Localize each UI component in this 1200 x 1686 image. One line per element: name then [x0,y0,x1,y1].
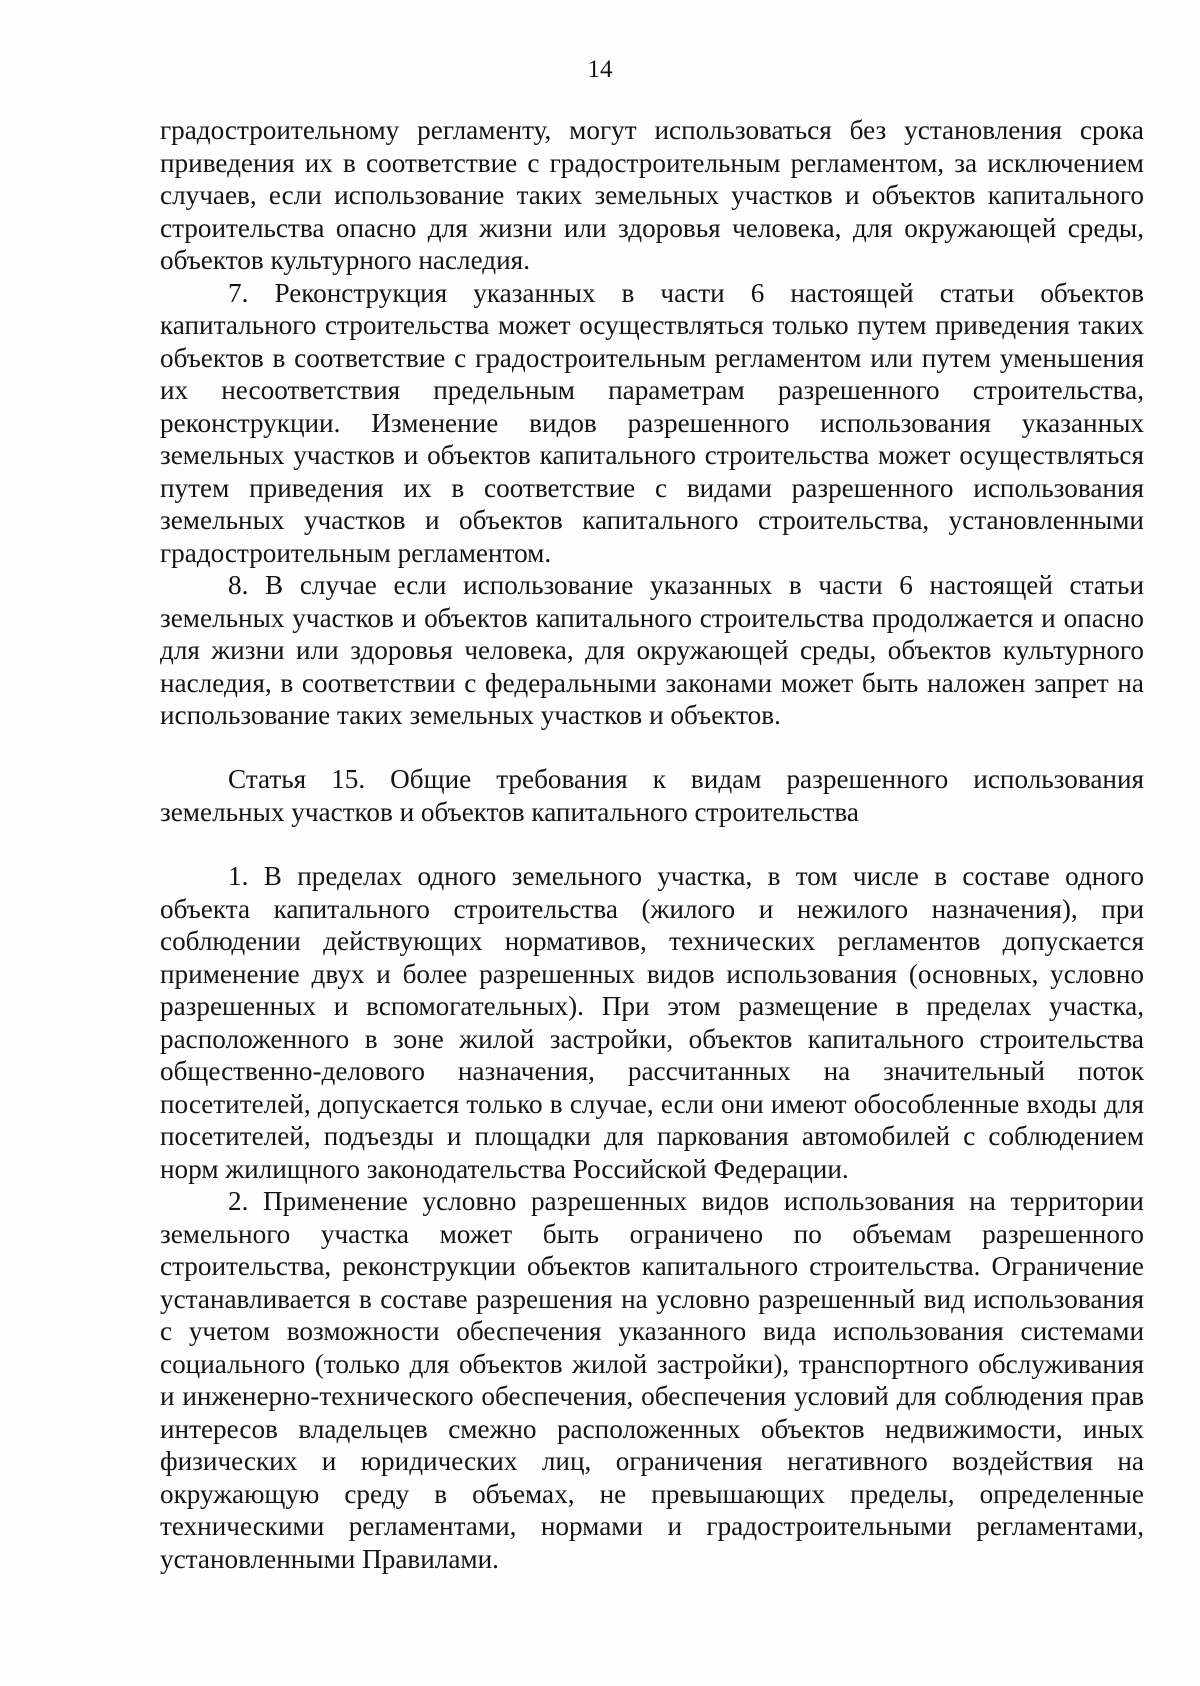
paragraph-article-item-1: 1. В пределах одного земельного участка, в том числе в составе одного объекта капитального строительства (жилого и нежилого назначения), при соблюдении действующих нормативов, технических регламентов допускается применение двух и более разрешенных видов использования (основных, условно разрешенных и вспомогательных). При этом размещение в пределах участка, расположенного в зоне жилой застройки, объектов капитального строительства общественно-делового назначения, рассчитанных на значительный поток посетителей, допускается только в случае, если они имеют обособленные входы для посетителей, подъезды и площадки для паркования автомобилей с соблюдением норм жилищного законодательства Российской Федерации. [160,861,1144,1184]
paragraph-article-item-2: 2. Применение условно разрешенных видов использования на территории земельного участка может быть ограничено по объемам разрешенного строительства, реконструкции объектов капитального строительства. Ограничение устанавливается в составе разрешения на условно разрешенный вид использования с учетом возможности обеспечения указанного вида использования системами социального (только для объектов жилой застройки), транспортного обслуживания и инженерно-технического обеспечения, обеспечения условий для соблюдения прав интересов владельцев смежно расположенных объектов недвижимости, иных физических и юридических лиц, ограничения негативного воздействия на окружающую среду в объемах, не превышающих пределы, определенные техническими регламентами, нормами и градостроительными регламентами, установленными Правилами. [160,1186,1144,1574]
paragraph-item-7: 7. Реконструкция указанных в части 6 настоящей статьи объектов капитального строительства может осуществляться только путем приведения таких объектов в соответствие с градостроительным регламентом или путем уменьшения их несоответствия предельным параметрам разрешенного строительства, реконструкции. Изменение видов разрешенного использования указанных земельных участков и объектов капитального строительства может осуществляться путем приведения их в соответствие с видами разрешенного использования земельных участков и объектов капитального строительства, установленными градостроительным регламентом. [160,277,1144,568]
article-heading: Статья 15. Общие требования к видам разрешенного использования земельных участков и объектов капитального строительства [160,764,1144,827]
paragraph-item-8: 8. В случае если использование указанных в части 6 настоящей статьи земельных участков и объектов капитального строительства продолжается и опасно для жизни или здоровья человека, для окружающей среды, объектов культурного наследия, в соответствии с федеральными законами может быть наложен запрет на использование таких земельных участков и объектов. [160,570,1144,730]
paragraph-continuation: градостроительному регламенту, могут использоваться без установления срока приведения их в соответствие с градостроительным регламентом, за исключением случаев, если использование таких земельных участков и объектов капитального строительства опасно для жизни или здоровья человека, для окружающей среды, объектов культурного наследия. [160,115,1144,275]
page-number: 14 [587,56,613,83]
text-block-article-15 [160,860,1144,1575]
article-heading-block [160,763,1144,828]
text-block-continuation [160,114,1144,732]
